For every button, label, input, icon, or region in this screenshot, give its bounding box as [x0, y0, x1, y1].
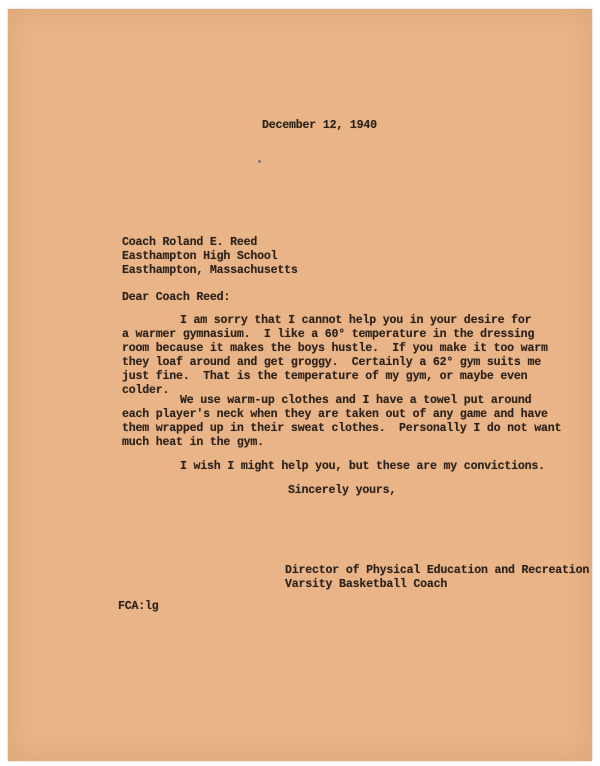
recipient-school: Easthampton High School [122, 250, 278, 263]
signature-title: Director of Physical Education and Recreation [285, 564, 590, 577]
salutation: Dear Coach Reed: [122, 291, 231, 304]
paragraph-1-line-1: I am sorry that I cannot help you in your desire for [180, 314, 532, 327]
paragraph-1-line-6: colder. [122, 384, 170, 397]
signature-subtitle: Varsity Basketball Coach [285, 578, 448, 591]
closing: Sincerely yours, [288, 484, 397, 497]
letter-page [8, 9, 592, 761]
paragraph-1-line-2: a warmer gymnasium. I like a 60° temperature in the dressing [122, 328, 535, 341]
letter-date: December 12, 1940 [262, 119, 377, 132]
paragraph-3-line-1: I wish I might help you, but these are my convictions. [180, 460, 545, 473]
paragraph-2-line-1: We use warm-up clothes and I have a towel put around [180, 394, 532, 407]
paragraph-2-line-2: each player's neck when they are taken out of any game and have [122, 408, 548, 421]
recipient-name: Coach Roland E. Reed [122, 236, 258, 249]
recipient-city: Easthampton, Massachusetts [122, 264, 298, 277]
paragraph-2-line-3: them wrapped up in their sweat clothes. Personally I do not want [122, 422, 562, 435]
paragraph-1-line-5: just fine. That is the temperature of my gym, or maybe even [122, 370, 528, 383]
paragraph-1-line-4: they loaf around and get groggy. Certainly a 62° gym suits me [122, 356, 541, 369]
ink-speck [258, 160, 261, 163]
paragraph-1-line-3: room because it makes the boys hustle. If you make it too warm [122, 342, 548, 355]
paragraph-2-line-4: much heat in the gym. [122, 436, 264, 449]
reference-initials: FCA:lg [118, 600, 159, 613]
